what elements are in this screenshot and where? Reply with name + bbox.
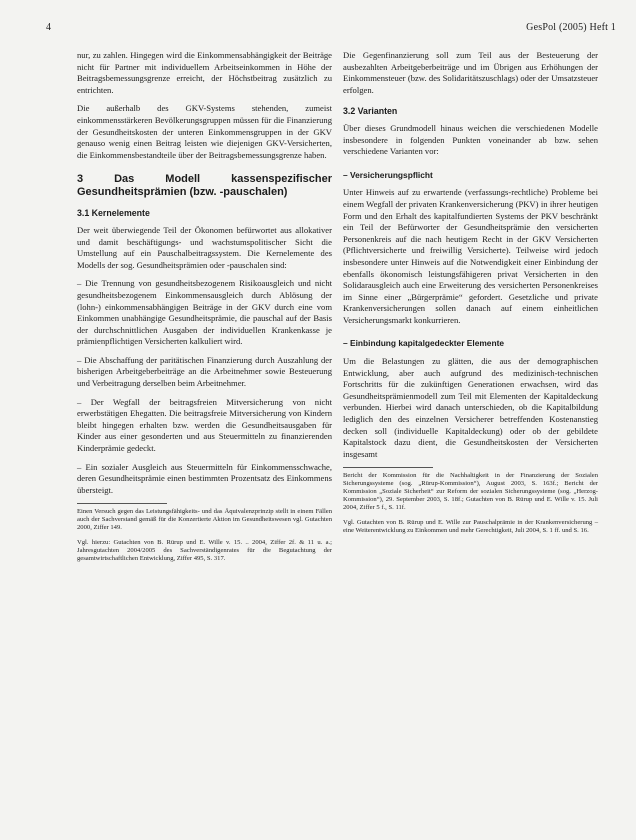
paragraph: Die außerhalb des GKV-Systems stehenden, zumeist einkommensstärkeren Bevölkerungsgruppen müssen für die Finanzierung der Gesundheitskosten der unteren Einkommensgruppen in der GKV genauso wenig einen Beitrag leisten wie diejenigen GKV-Versicherten, die Einkommensbestandteile über der Beitragsbemessungsgrenze haben.	[77, 103, 332, 160]
paragraph: Unter Hinweis auf zu erwartende (verfassungs-rechtliche) Probleme bei einem Wegfall der privaten Krankenversicherung (PKV) in ihrer heutigen Form und den Erhalt des kapitalfundierten Systems der PKV beschränkt ein Teil der Befürworter der Gesundheitsprämie den versicherten Personenkreis auf die nach heutigem Recht in der GKV Versicherten (Pflichtversicherte und freiwillig Versicherte). Teilweise wird jedoch insbesondere unter Hinweis auf die Notwendigkeit einer Einbindung der ebenfalls ökonomisch leistungsfähigeren privat Versicherten in den Solidarausgleich auch eine Erweiterung des versicherten Personenkreises im Sinne einer „Bürgerprämie“ gefordert. Gesetzliche und private Krankenversicherungen sollen danach auf einem einheitlichen Versicherungsmarkt konkurrieren.	[343, 187, 598, 325]
paragraph: Der weit überwiegende Teil der Ökonomen befürwortet aus allokativer und damit beschäftigungs- und wachstumspolitischer Sicht die Umstellung auf ein Pauschalbeitragssystem. Die Kernelemente des Modells der sog. Gesundheitsprämien oder -pauschalen sind:	[77, 224, 332, 270]
paragraph: Um die Belastungen zu glätten, die aus der demographischen Entwicklung, aber auch aufgrund des medizinisch-technischen Fortschritts für die zukünftigen Generationen erwachsen, wird das Gesundheitsprämienmodell zum Teil mit Elementen der Kapitaldeckung verbunden. Hierbei wird danach unterschieden, ob die Kapitalbildung lediglich den des einzelnen Versicherer betreffenden Kostenanstieg decken soll (individuelle Kapitaldeckung) oder ob der gebildete Kapitalstock dazu dient, die Gesundheitskosten der Versicherten insgesamt	[343, 356, 598, 459]
topic-heading: – Einbindung kapitalgedeckter Elemente	[343, 338, 505, 349]
list-item: – Die Trennung von gesundheitsbezogenem Risikoausgleich und nicht gesundheitsbezogenem Einkommensausgleich durch Ablösung der (lohn-) einkommensabhängigen Beiträge in der GKV durch eine vom Einkommen unabhängige Gesundheitsprämie, die pauschal auf der Basis der durchschnittlichen Ausgaben der individuellen Krankenkasse je prämienpflichtigen Versicherten kalkuliert wird.	[77, 278, 332, 347]
running-header: GesPol (2005) Heft 1	[526, 22, 616, 33]
paragraph: Die Gegenfinanzierung soll zum Teil aus der Besteuerung der ausbezahlten Arbeitgeberbeiträge und im Übrigen aus Erhöhungen der Einkommensteuer (bzw. des Solidaritätszuschlags) oder der Umsatzsteuer erfolgen.	[343, 50, 598, 95]
topic-heading: – Versicherungspflicht	[343, 169, 433, 180]
section-title: 3 Das Modell kassenspezifischer Gesundheitsprämien (bzw. -pauschalen)	[77, 173, 332, 198]
footnote: Einen Versuch gegen das Leistungsfähigkeits- und das Äquivalenzprinzip stellt in einem Fällen auch der Sachverstand gemäß für die Konzertierte Aktion im Gesundheitswesen vgl. Gutachten 2000, Ziffer 149.	[77, 508, 332, 532]
footnote: Vgl. hierzu: Gutachten von B. Rürup und E. Wille v. 15. .. 2004, Ziffer 2f. & 11 u. a.; Jahresgutachten 2004/2005 des Sachverständigenrates für die Begutachtung der gesamtwirtschaftlichen Entwicklung, Ziffer 495, S. 317.	[77, 539, 332, 563]
footnote: Vgl. Gutachten von B. Rürup und E. Wille zur Pauschalprämie in der Krankenversicherung – eine Weiterentwicklung zu Einkommen und mehr Gerechtigkeit, Juli 2004, S. 1 ff. und S. 16.	[343, 519, 598, 535]
paragraph: nur, zu zahlen. Hingegen wird die Einkommensabhängigkeit der Beiträge nicht für Partner mit individuellem Arbeitseinkommen in Höhe der Beitragsbemessungsgrenze erreicht, der Höchstbeitrag zusätzlich zu entrichten.	[77, 50, 332, 95]
subsection-title: 3.1 Kernelemente	[77, 208, 150, 219]
footnote-divider	[77, 503, 167, 504]
page-number: 4	[46, 22, 51, 33]
list-item: – Die Abschaffung der paritätischen Finanzierung durch Auszahlung der bisherigen Arbeitgeberbeiträge an die Arbeitnehmer sowie Besteuerung und Verbeitragung derselben beim Arbeitnehmer.	[77, 354, 332, 389]
list-item: – Ein sozialer Ausgleich aus Steuermitteln für Einkommensschwache, deren Gesundheitsprämie einen bestimmten Prozentsatz des Einkommens übersteigt.	[77, 461, 332, 495]
footnote-divider	[343, 467, 433, 468]
subsection-title: 3.2 Varianten	[343, 106, 398, 117]
left-column	[77, 50, 332, 570]
list-item: – Der Wegfall der beitragsfreien Mitversicherung von nicht erwerbstätigen Ehegatten. Die beitragsfreie Mitversicherung von Kindern bleibt hingegen erhalten bzw. werden die Gesundheitsausgaben für Kinder aus einer gesonderten und aus Steuermitteln zu finanzierenden Kinderprämie gedeckt.	[77, 396, 332, 454]
paragraph: Über dieses Grundmodell hinaus weichen die verschiedenen Modelle insbesondere in folgenden Punkten voneinander ab bzw. sehen verschiedene Varianten vor:	[343, 122, 598, 157]
right-column	[343, 50, 598, 542]
footnote: Bericht der Kommission für die Nachhaltigkeit in der Finanzierung der Sozialen Sicherungssysteme (sog. „Rürup-Kommission“), August 2003, S. 163f.; Bericht der Kommission „Soziale Sicherheit“ zur Reform der sozialen Sicherungssysteme (sog. „Herzog-Kommission“), 29. September 2003, S. 18f.; Gutachten von B. Rürup und E. Wille v. 15. Juli 2004, Ziffer 5 f., S. 11f.	[343, 472, 598, 512]
